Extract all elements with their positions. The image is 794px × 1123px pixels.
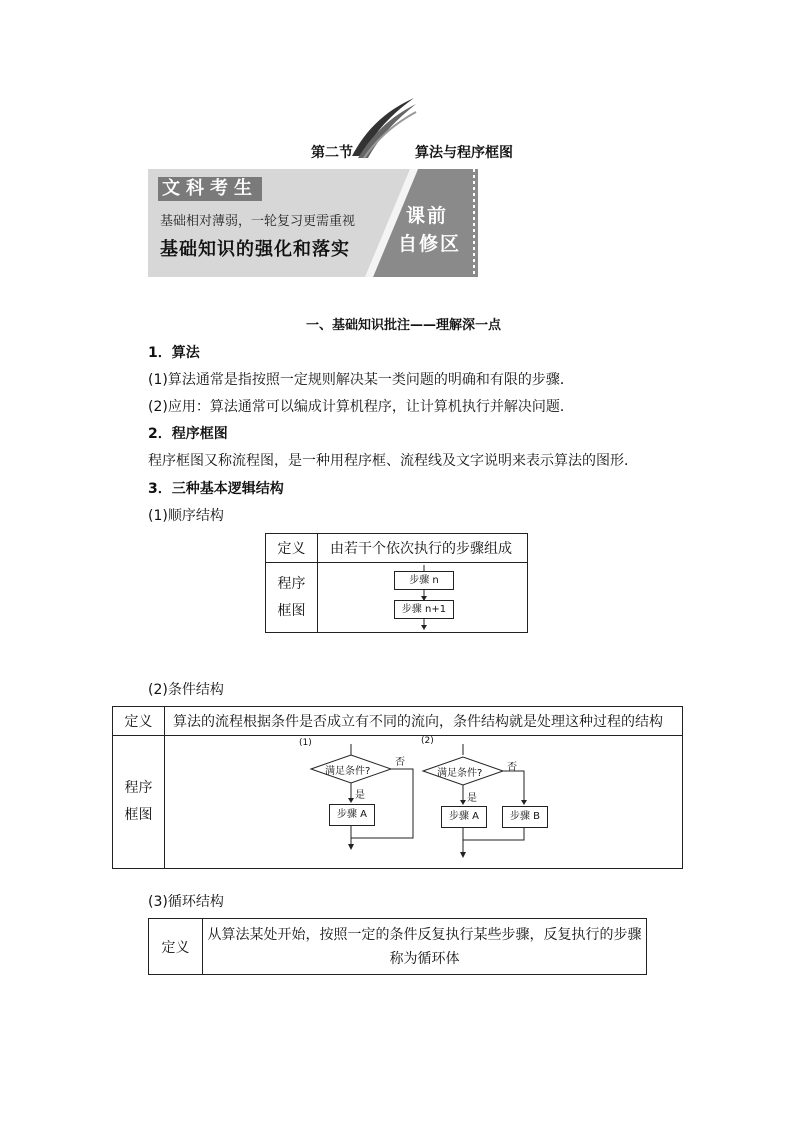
loop-def-text: 从算法某处开始，按照一定的条件反复执行某些步骤，反复执行的步骤 称为循环体 bbox=[203, 919, 647, 975]
banner-side-line1: 课前 bbox=[406, 205, 449, 227]
sequence-structure-table bbox=[265, 533, 528, 633]
paragraph-algorithm-app: (2)应用：算法通常可以编成计算机程序，让计算机执行并解决问题． bbox=[148, 399, 574, 415]
heading-logic-structures: 3．三种基本逻辑结构 bbox=[148, 481, 284, 497]
loop-structure-table bbox=[148, 918, 647, 975]
step-n1-box: 步骤 n+1 bbox=[394, 600, 454, 619]
subheading-condition: (2)条件结构 bbox=[148, 682, 224, 698]
heading-algorithm: 1．算法 bbox=[148, 345, 200, 361]
paragraph-flowchart-def: 程序框图又称流程图，是一种用程序框、流程线及文字说明来表示算法的图形． bbox=[148, 453, 638, 469]
diagram2-step-b-box: 步骤 B bbox=[502, 806, 548, 828]
diagram2-yes-label: 是 bbox=[467, 793, 477, 804]
diagram1-condition: 满足条件? bbox=[325, 766, 371, 777]
section-number: 第二节 bbox=[311, 145, 353, 161]
condition-structure-table bbox=[112, 706, 683, 869]
paragraph-algorithm-def: (1)算法通常是指按照一定规则解决某一类问题的明确和有限的步骤． bbox=[148, 372, 574, 388]
diagram1-no-label: 否 bbox=[395, 757, 405, 768]
condition-flow-lines bbox=[165, 736, 682, 868]
sequence-chart-cell bbox=[318, 563, 528, 633]
banner-side-line2: 自修区 bbox=[398, 233, 462, 255]
condition-chart-cell bbox=[165, 736, 683, 869]
banner-line2: 基础知识的强化和落实 bbox=[160, 239, 350, 260]
diagram2-number: (2) bbox=[421, 736, 434, 746]
diagram1-yes-label: 是 bbox=[355, 790, 365, 801]
sequence-def-label: 定义 bbox=[266, 534, 318, 563]
loop-def-label: 定义 bbox=[149, 919, 203, 975]
diagram1-step-a-box: 步骤 A bbox=[329, 804, 375, 826]
sequence-chart-label: 程序 框图 bbox=[266, 563, 318, 633]
banner bbox=[148, 169, 478, 277]
heading-flowchart: 2．程序框图 bbox=[148, 426, 228, 442]
diagram2-condition: 满足条件? bbox=[437, 768, 483, 779]
condition-def-text: 算法的流程根据条件是否成立有不同的流向，条件结构就是处理这种过程的结构 bbox=[165, 707, 683, 736]
banner-tag: 文科考生 bbox=[158, 177, 262, 201]
condition-chart-label: 程序 框图 bbox=[113, 736, 165, 869]
sequence-def-text: 由若干个依次执行的步骤组成 bbox=[318, 534, 528, 563]
subheading-loop: (3)循环结构 bbox=[148, 894, 224, 910]
diagram2-no-label: 否 bbox=[507, 762, 517, 773]
diagram1-number: (1) bbox=[299, 738, 312, 748]
diagram2-step-a-box: 步骤 A bbox=[441, 806, 487, 828]
section-title: 算法与程序框图 bbox=[415, 145, 513, 161]
condition-def-label: 定义 bbox=[113, 707, 165, 736]
step-n-box: 步骤 n bbox=[394, 571, 454, 590]
subheading-sequence: (1)顺序结构 bbox=[148, 508, 224, 524]
banner-line1: 基础相对薄弱，一轮复习更需重视 bbox=[160, 214, 356, 229]
header-swoosh-icon bbox=[348, 96, 418, 160]
part-title: 一、基础知识批注——理解深一点 bbox=[306, 318, 502, 333]
